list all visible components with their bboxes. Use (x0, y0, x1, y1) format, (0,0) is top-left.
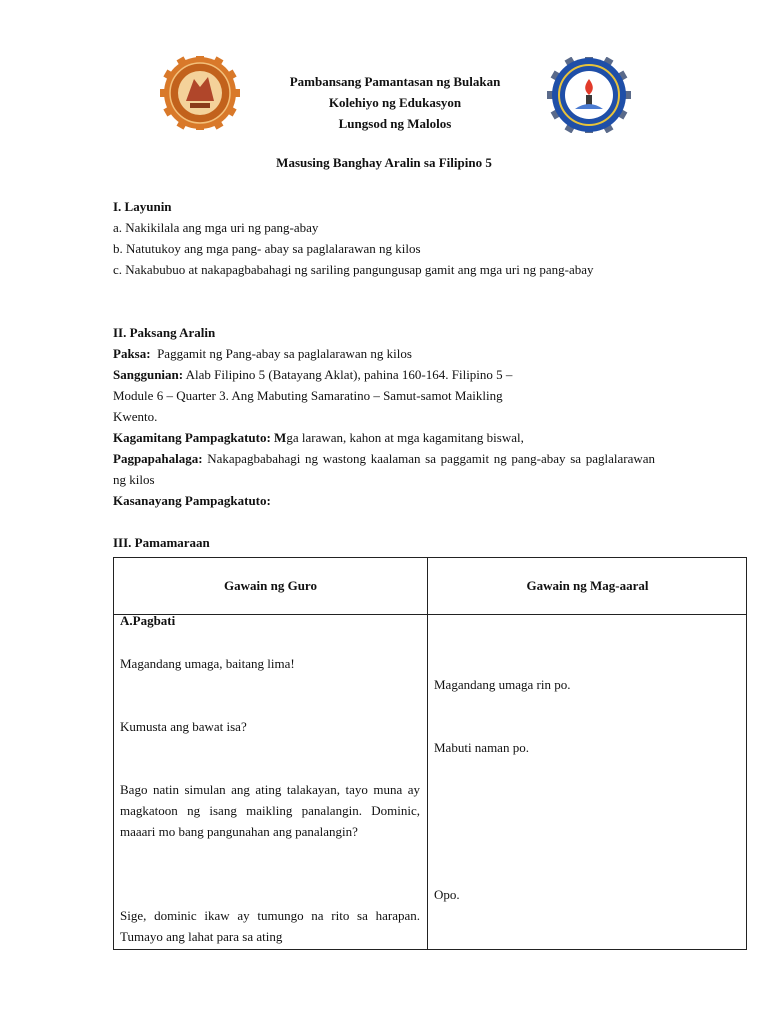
section-layunin (113, 196, 655, 280)
university-name: Pambansang Pamantasan ng Bulakan (289, 74, 501, 89)
section-heading: I. Layunin (113, 199, 172, 214)
column-header-teacher: Gawain ng Guro (224, 578, 317, 593)
sanggunian-value: Alab Filipino 5 (Batayang Aklat), pahina 160-164. Filipino 5 – (185, 367, 513, 382)
kagamitan-label: Kagamitang Pampagkatuto: M (113, 430, 287, 445)
kasanayan-label: Kasanayang Pampagkatuto: (113, 493, 271, 508)
objective-item: b. Natutukoy ang mga pang- abay sa paglalarawan ng kilos (113, 241, 421, 256)
section-pamamaraan (113, 532, 655, 553)
pagpapahalaga-label: Pagpapahalaga: (113, 451, 203, 466)
sanggunian-label: Sanggunian: (113, 367, 184, 382)
college-name: Kolehiyo ng Edukasyon (328, 95, 462, 110)
kagamitan-line (113, 427, 655, 448)
paksa-label: Paksa: (113, 346, 151, 361)
column-divider (427, 558, 428, 949)
college-seal-logo (544, 57, 634, 133)
student-line: Mabuti naman po. (434, 740, 529, 755)
column-header-student: Gawain ng Mag-aaral (526, 578, 649, 593)
student-line: Magandang umaga rin po. (434, 677, 571, 692)
teacher-line: Magandang umaga, baitang lima! (120, 656, 295, 671)
section-heading: III. Pamamaraan (113, 535, 210, 550)
university-seal-logo (155, 56, 245, 130)
lesson-plan-title: Masusing Banghay Aralin sa Filipino 5 (276, 155, 492, 170)
student-line: Opo. (434, 887, 460, 902)
objective-item: a. Nakikilala ang mga uri ng pang-abay (113, 220, 319, 235)
sanggunian-line: Kwento. (113, 409, 158, 424)
pagbati-heading: A.Pagbati (120, 613, 176, 628)
section-paksang-aralin (113, 322, 655, 511)
kagamitan-value: ga larawan, kahon at mga kagamitang biswal, (286, 430, 524, 445)
paksa-value: Paggamit ng Pang-abay sa paglalarawan ng kilos (157, 346, 412, 361)
activity-table (113, 557, 747, 950)
teacher-line: Bago natin simulan ang ating talakayan, tayo muna ay magkatoon ng isang maikling panalangin. Dominic, maaari mo bang pangunahan ang panalangin? (120, 782, 420, 839)
city-name: Lungsod ng Malolos (338, 116, 452, 131)
sanggunian-line: Module 6 – Quarter 3. Ang Mabuting Samaratino – Samut-samot Maikling (113, 388, 503, 403)
table-subheading (120, 610, 420, 631)
teacher-line: Kumusta ang bawat isa? (120, 719, 247, 734)
institution-header (250, 71, 540, 134)
pagpapahalaga-line (113, 448, 655, 490)
teacher-line: Sige, dominic ikaw ay tumungo na rito sa harapan. Tumayo ang lahat para sa ating (120, 908, 420, 944)
objective-item: c. Nakabubuo at nakapagbabahagi ng sariling pangungusap gamit ang mga uri ng pang-abay (113, 262, 594, 277)
paksa-line (113, 343, 655, 364)
pagpapahalaga-value: Nakapagbabahagi ng wastong kaalaman sa paggamit ng pang-abay sa paglalarawan ng kilos (113, 451, 655, 487)
sanggunian-line (113, 364, 655, 385)
section-heading: II. Paksang Aralin (113, 325, 216, 340)
